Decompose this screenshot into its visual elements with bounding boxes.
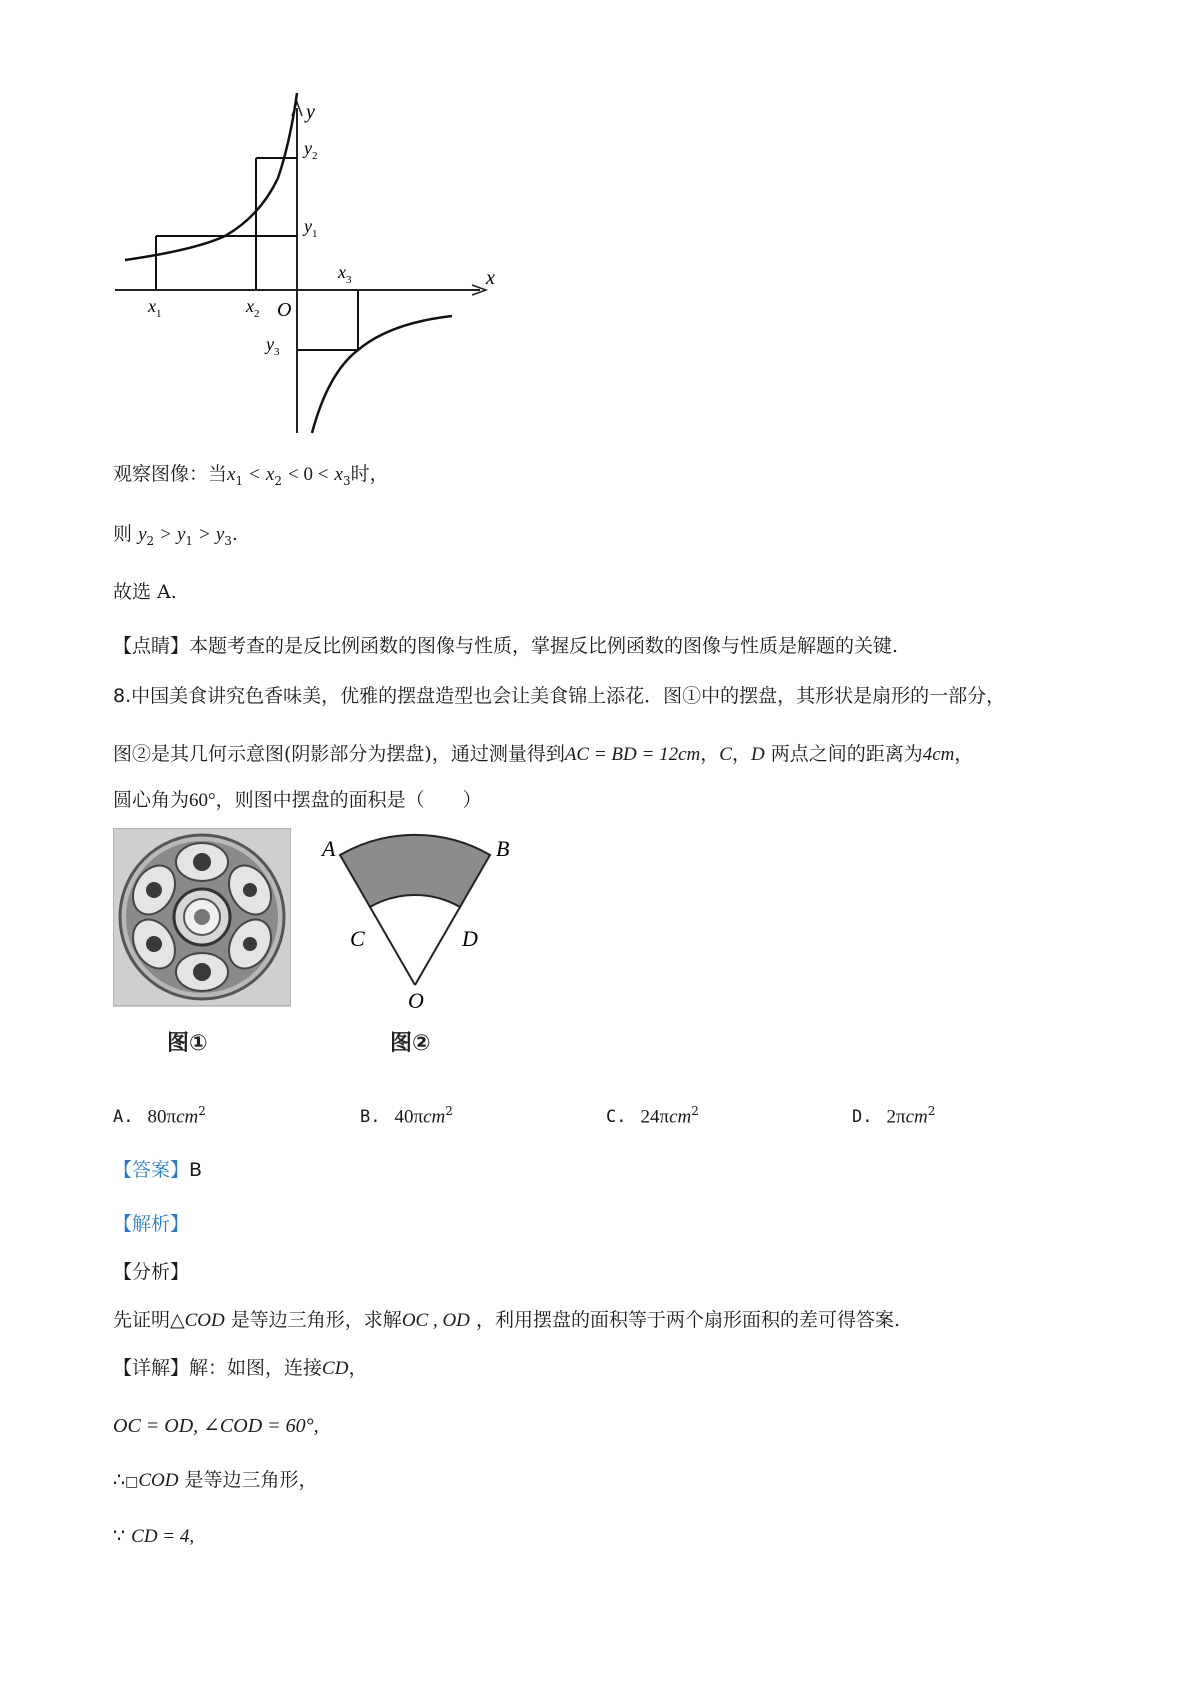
axis-x-label: x bbox=[486, 267, 495, 289]
x2-label: x bbox=[246, 296, 254, 316]
fenxi-tag: 【分析】 bbox=[113, 1261, 190, 1283]
analysis-tag: 【解析】 bbox=[113, 1213, 190, 1235]
point-b-label: B bbox=[496, 836, 510, 861]
point-c-label: C bbox=[350, 926, 365, 951]
svg-text:x1: $x_1$ bbox=[148, 296, 162, 320]
point-d-label: D bbox=[462, 926, 478, 951]
svg-text:y3: $y_3$ bbox=[266, 334, 280, 358]
curve-right-branch bbox=[312, 316, 452, 433]
observe-line: 观察图像：当$x_1 < x_2 < 0 < x_3$时， bbox=[113, 463, 389, 488]
eq1-line: OC = OD, ∠COD = 60°, bbox=[113, 1415, 319, 1437]
answer-value: B bbox=[189, 1159, 203, 1181]
answer-tag: 【答案】 bbox=[113, 1159, 190, 1181]
x3-label: x bbox=[338, 262, 346, 282]
comment-line: 【点睛】本题考查的是反比例函数的图像与性质，掌握反比例函数的图像与性质是解题的关键. bbox=[113, 635, 899, 657]
eq2-line: ∴□COD 是等边三角形， bbox=[113, 1469, 318, 1491]
sector-diagram bbox=[318, 828, 528, 1060]
question-line-3: 圆心角为60°，则图中摆盘的面积是（ ） bbox=[113, 789, 482, 811]
svg-text:y2: $y_2$ bbox=[304, 138, 318, 162]
function-graph bbox=[100, 88, 500, 444]
plate-photo-figure bbox=[113, 828, 291, 1058]
shaded-plate-region bbox=[340, 835, 490, 907]
y2-label: y bbox=[304, 138, 312, 158]
fig2-caption: 图② bbox=[390, 1031, 431, 1056]
fig1-caption: 图① bbox=[167, 1031, 208, 1056]
svg-text:x2: $x_2$ bbox=[246, 296, 260, 320]
curve-left-branch bbox=[125, 93, 297, 260]
choice-line: 故选 A. bbox=[113, 581, 177, 603]
then-line: 则 $y_2 > y_1 > y_3$. bbox=[113, 523, 238, 548]
origin-label: O bbox=[277, 299, 292, 321]
axis-y-label: y bbox=[306, 101, 315, 123]
y1-label: y bbox=[304, 216, 312, 236]
svg-text:y1: $y_1$ bbox=[304, 216, 318, 240]
point-a-label: A bbox=[322, 836, 336, 861]
eq3-line: ∵ CD = 4, bbox=[113, 1526, 195, 1547]
option-c[interactable]: C. 24πcm$^2$ bbox=[606, 1104, 699, 1128]
option-d[interactable]: D. 2πcm$^2$ bbox=[852, 1104, 936, 1128]
svg-text:x3: $x_3$ bbox=[338, 262, 352, 286]
option-b[interactable]: B. 40πcm$^2$ bbox=[360, 1104, 453, 1128]
answer-line bbox=[113, 1156, 202, 1184]
fenxi-text: 先证明△COD 是等边三角形，求解OC , OD ，利用摆盘的面积等于两个扇形面积的差可得答案. bbox=[113, 1309, 900, 1331]
option-a[interactable]: A. 80πcm$^2$ bbox=[113, 1104, 206, 1128]
x1-label: x bbox=[148, 296, 156, 316]
y3-label: y bbox=[266, 334, 274, 354]
question-line-2: 图②是其几何示意图(阴影部分为摆盘)，通过测量得到AC = BD = 12cm，C，D 两点之间的距离为4cm， bbox=[113, 743, 974, 765]
detail-line: 【详解】解：如图，连接CD， bbox=[113, 1357, 368, 1379]
question-line-1: 8.中国美食讲究色香味美，优雅的摆盘造型也会让美食锦上添花．图①中的摆盘，其形状是扇形的一部分， bbox=[113, 685, 1006, 707]
point-o-label: O bbox=[408, 988, 424, 1013]
